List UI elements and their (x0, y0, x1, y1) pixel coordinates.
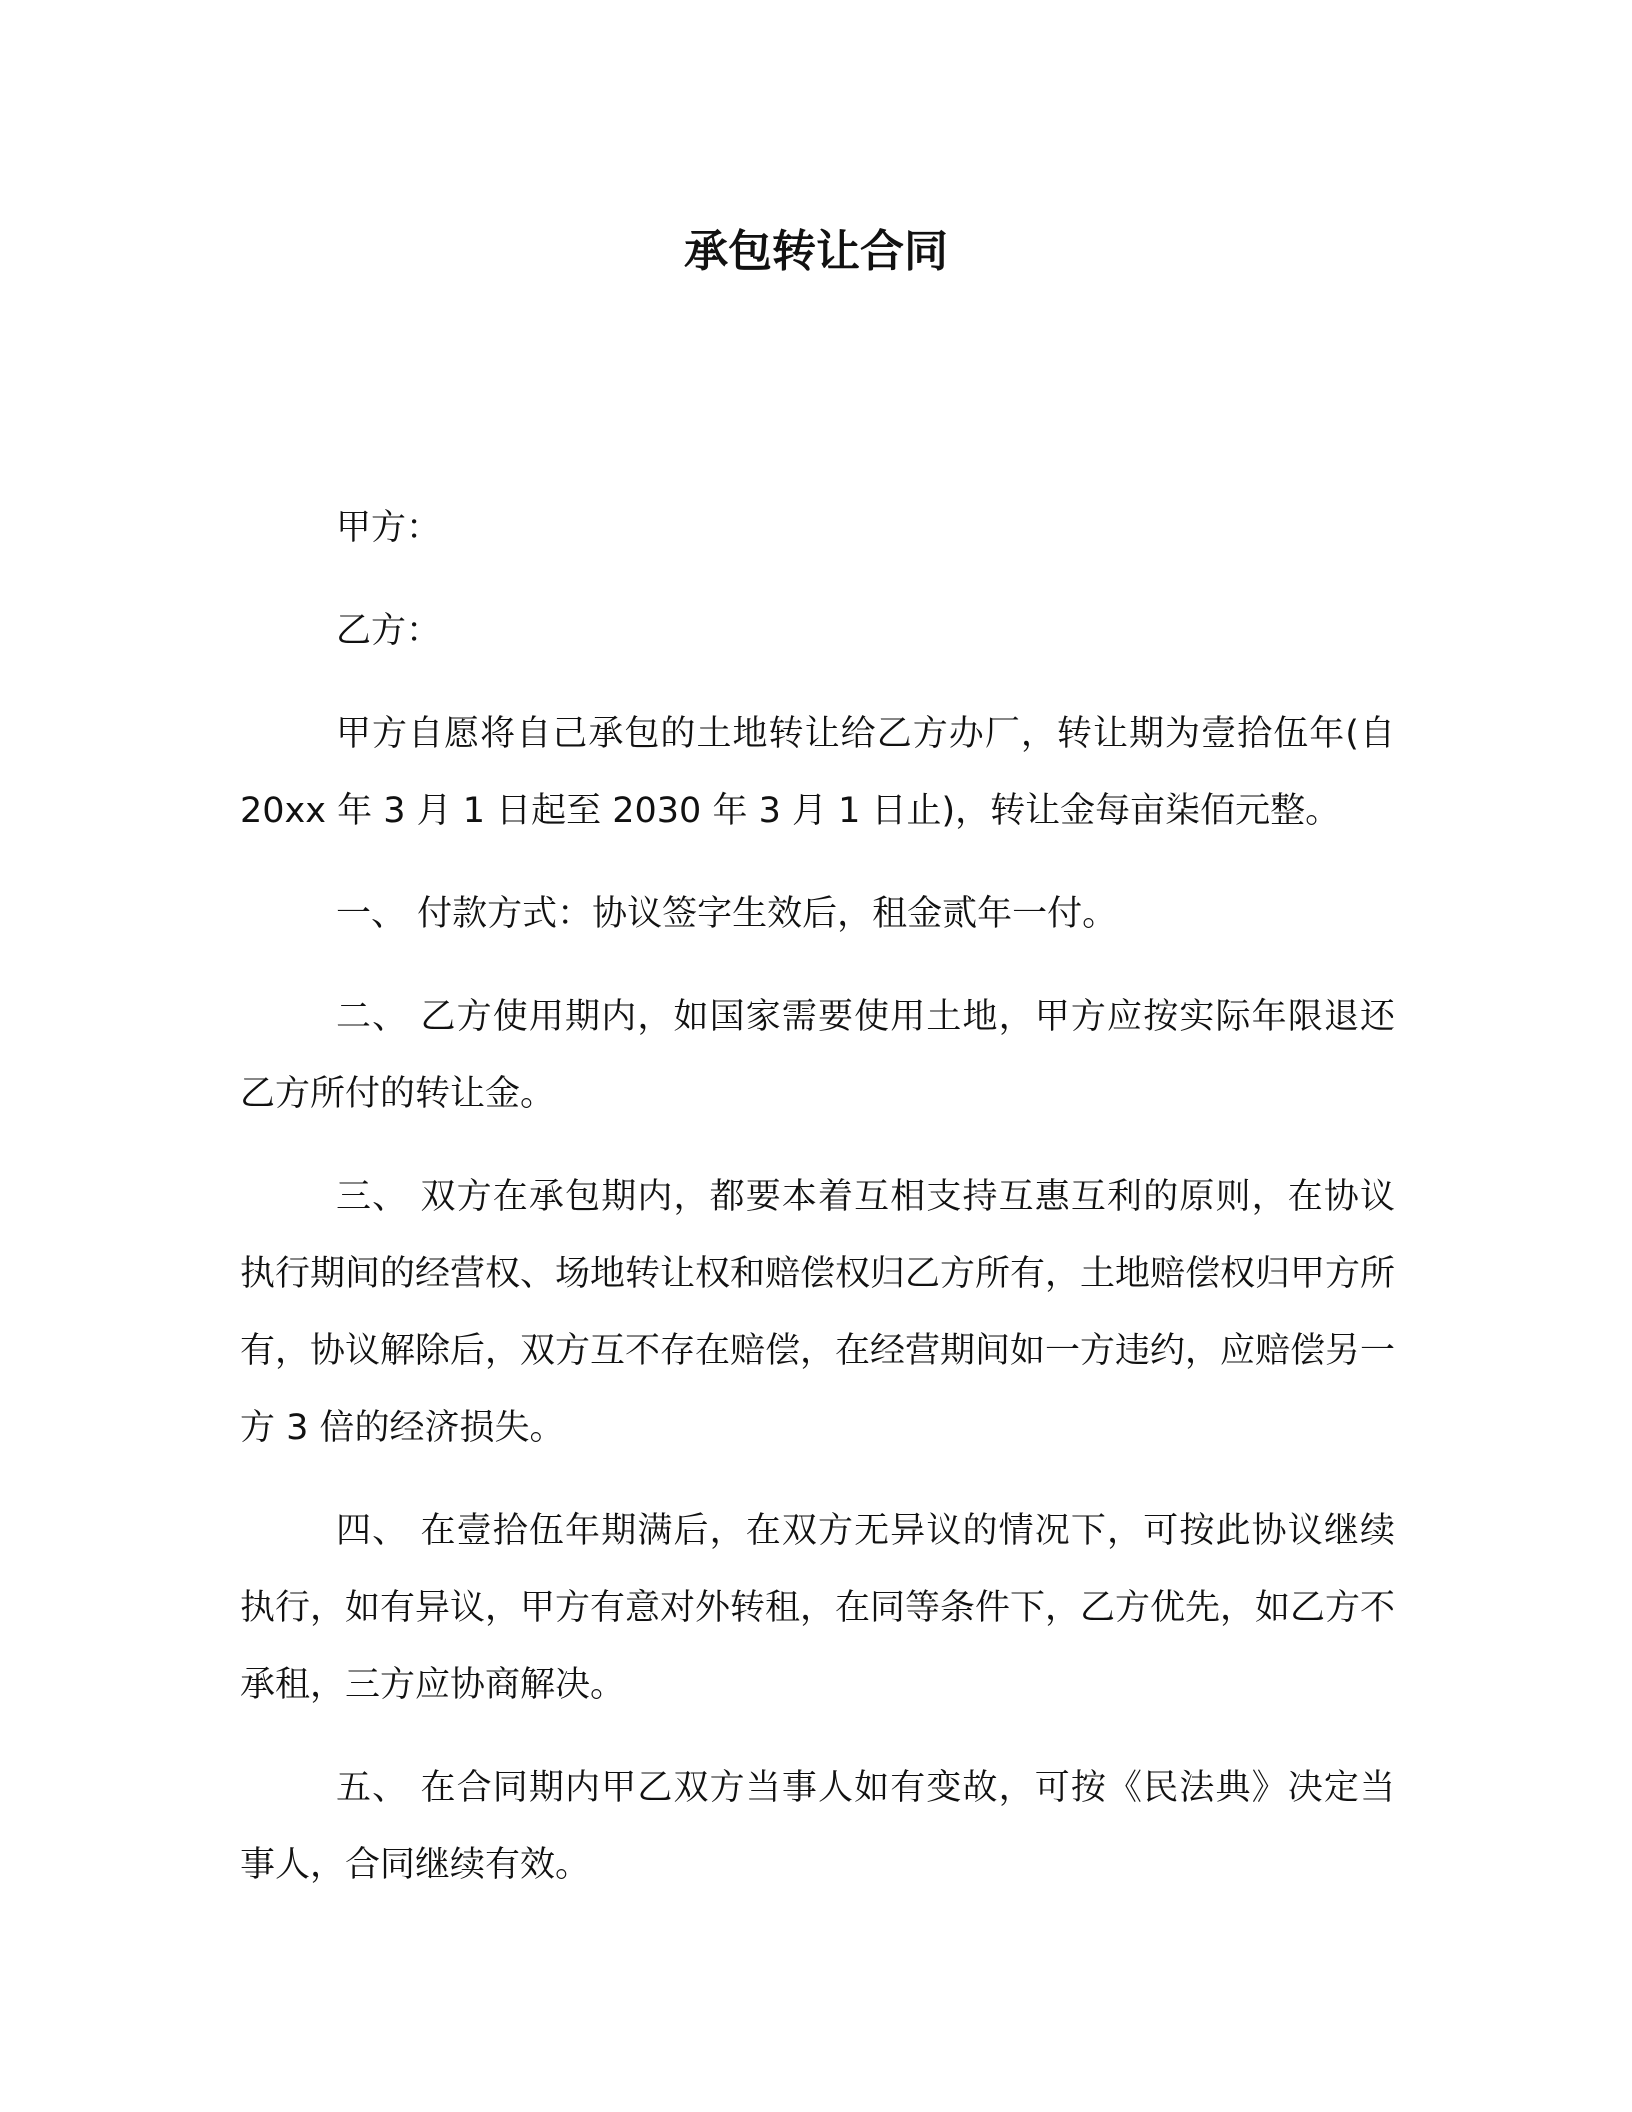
paragraph-clause-5: 五、 在合同期内甲乙双方当事人如有变故，可按《民法典》决定当事人，合同继续有效。 (240, 1768, 1395, 1885)
paragraph-intro: 甲方自愿将自己承包的土地转让给乙方办厂，转让期为壹拾伍年(自 20xx 年 3 月 1 日起至 2030 年 3 月 1 日止)，转让金每亩柒佰元整。 (240, 714, 1395, 831)
document-body (240, 490, 1395, 1930)
paragraph-clause-3: 三、 双方在承包期内，都要本着互相支持互惠互利的原则，在协议执行期间的经营权、场地转让权和赔偿权归乙方所有，土地赔偿权归甲方所有，协议解除后，双方互不存在赔偿，在经营期间如一方违约，应赔偿另一方 3 倍的经济损失。 (240, 1177, 1396, 1448)
paragraph-clause-2: 二、 乙方使用期内，如国家需要使用土地，甲方应按实际年限退还乙方所付的转让金。 (240, 997, 1395, 1114)
paragraph-clause-1: 一、 付款方式：协议签字生效后，租金贰年一付。 (336, 894, 1118, 934)
party-b-label: 乙方： (336, 611, 442, 651)
party-a-label: 甲方： (336, 508, 442, 548)
paragraph-clause-4: 四、 在壹拾伍年期满后，在双方无异议的情况下，可按此协议继续执行，如有异议，甲方有意对外转租，在同等条件下，乙方优先，如乙方不承租，三方应协商解决。 (240, 1511, 1396, 1705)
document-title: 承包转让合同 (684, 226, 948, 277)
